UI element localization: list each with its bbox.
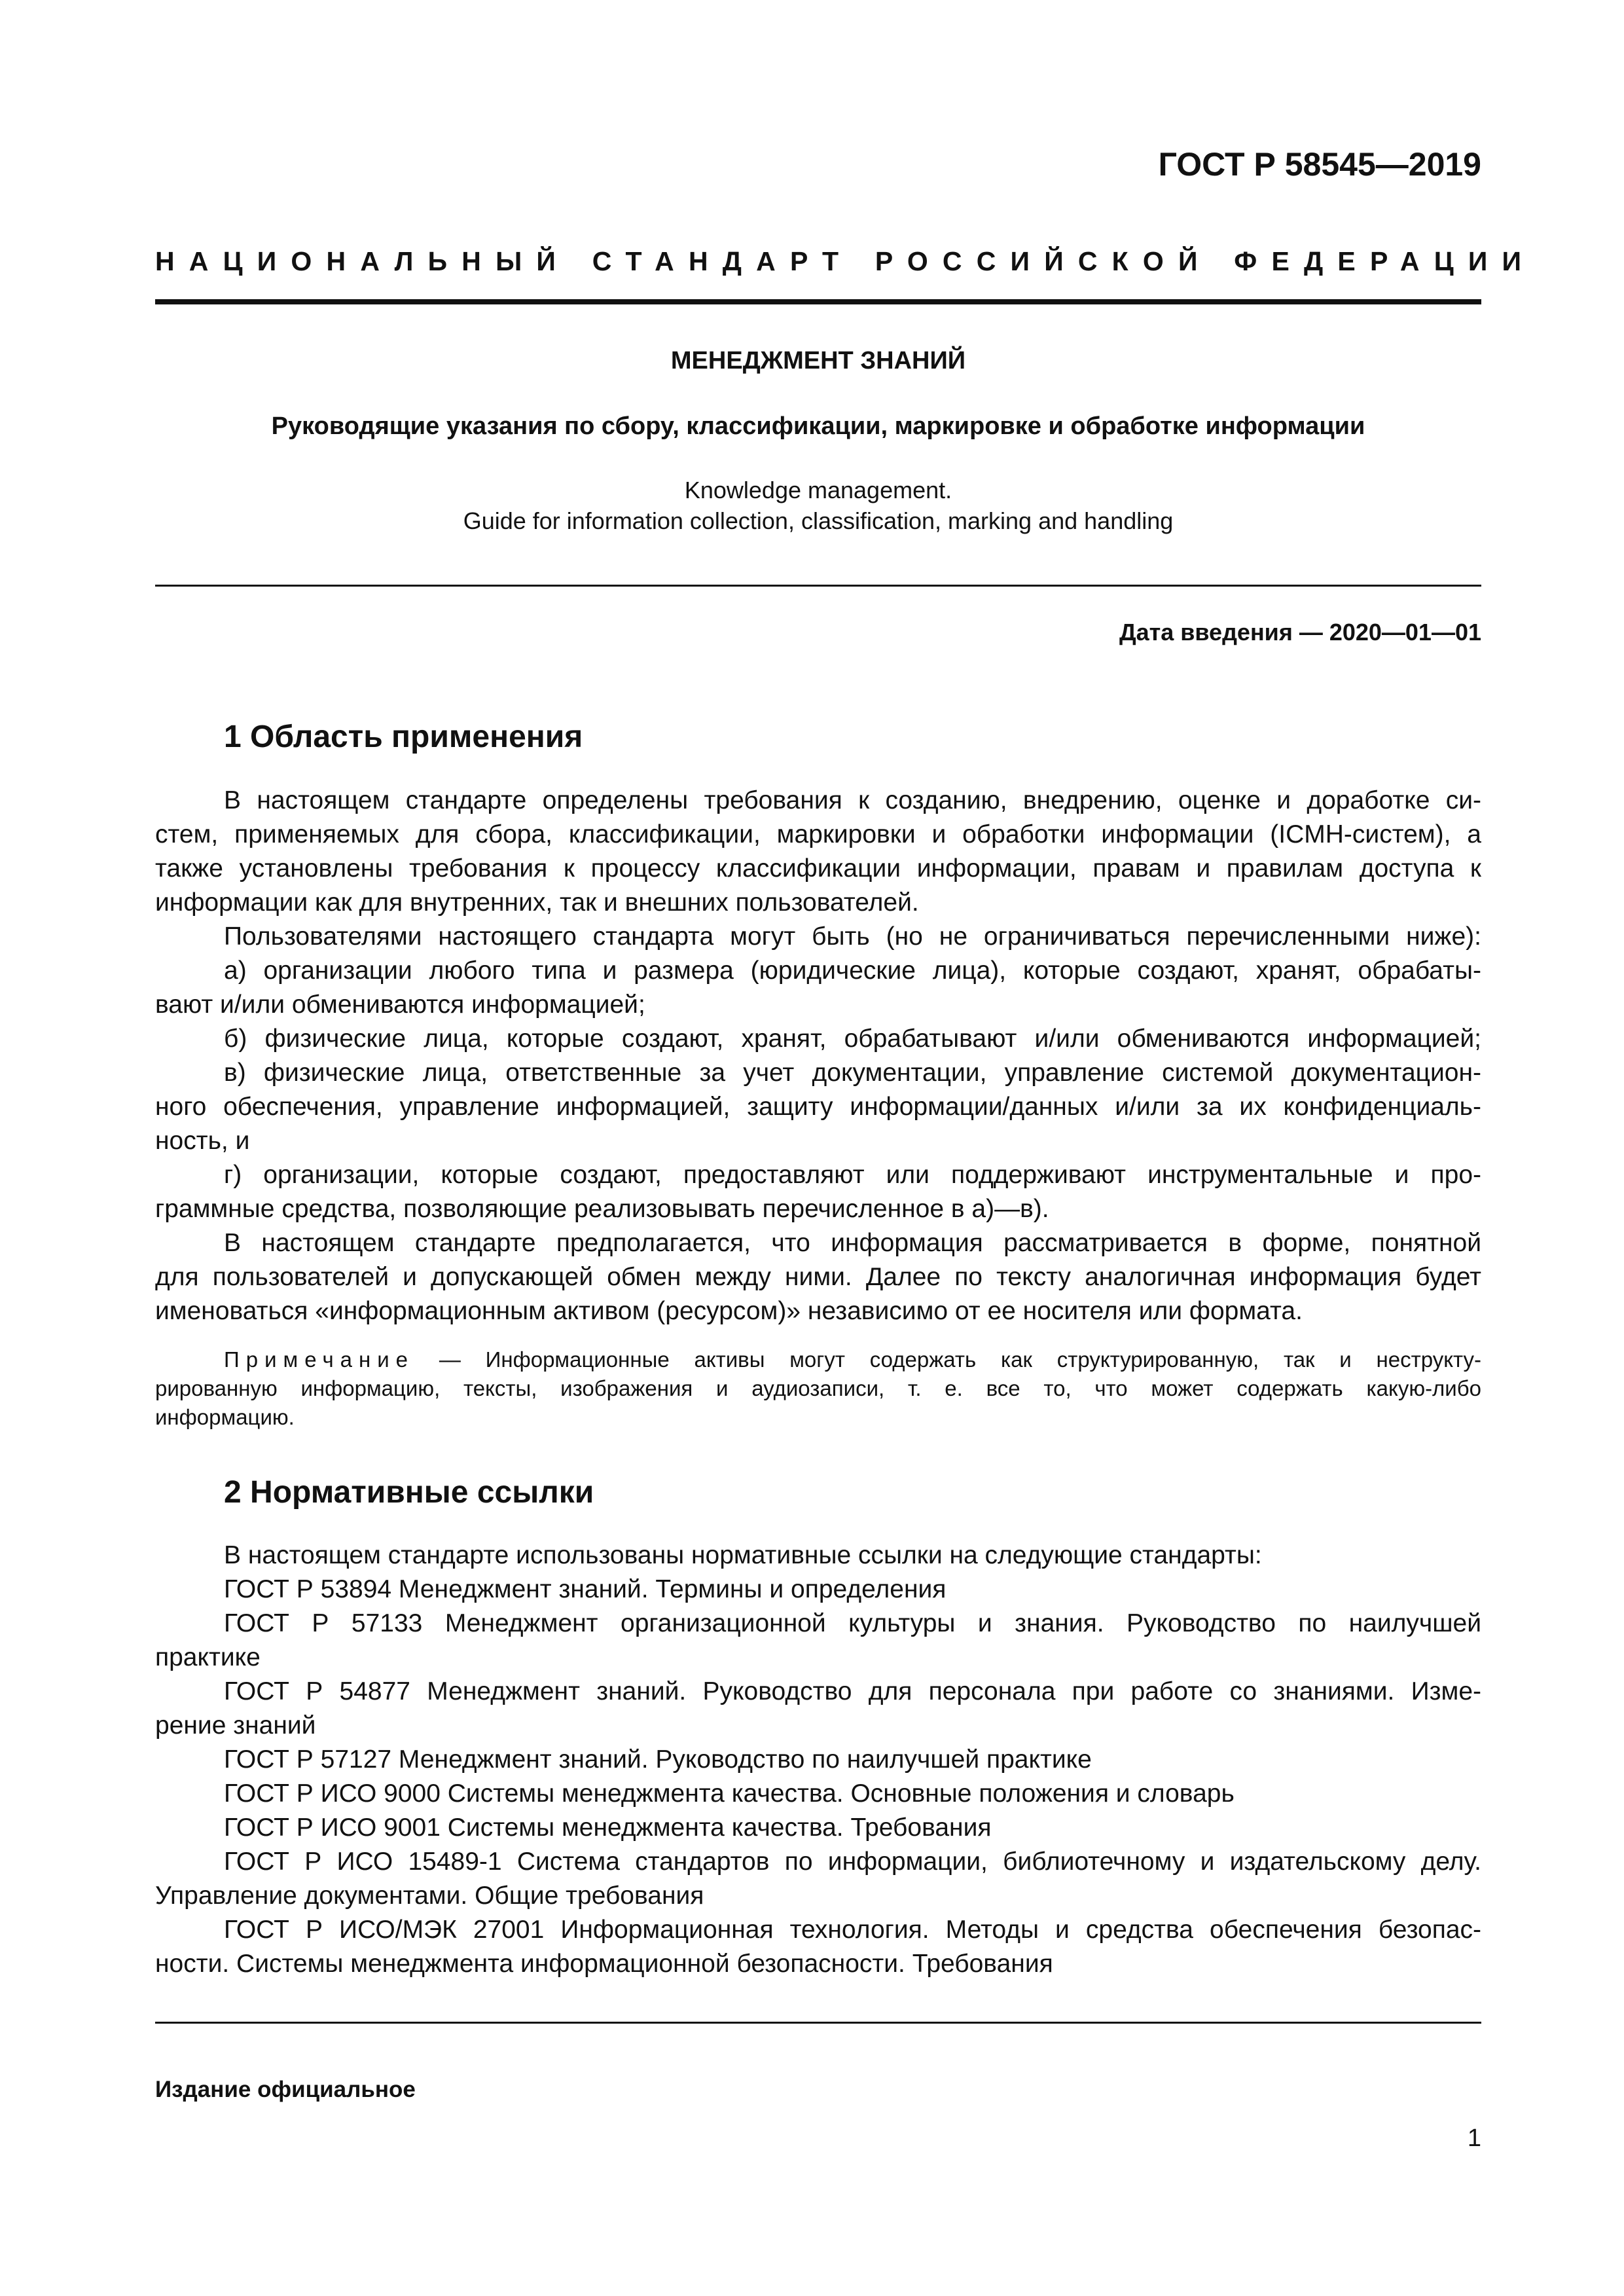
footer-rule: [155, 2022, 1481, 2024]
english-title-line-1: Knowledge management.: [684, 477, 952, 503]
section-2-heading: 2 Нормативные ссылки: [224, 1475, 594, 1510]
section-1-text-line: В настоящем стандарте предполагается, что информация рассматривается в форме, понятной: [224, 1229, 1481, 1257]
normative-reference: ГОСТ Р ИСО 9001 Системы менеджмента качества. Требования: [224, 1813, 992, 1842]
introduction-date: Дата введения — 2020—01—01: [1119, 619, 1481, 646]
section-1-list-item: а) организации любого типа и размера (юридические лица), которые создают, хранят, обрабаты-: [224, 957, 1481, 985]
note-line-3: информацию.: [155, 1405, 295, 1429]
section-1-text-line: именоваться «информационным активом (ресурсом)» независимо от ее носителя или формата.: [155, 1297, 1303, 1325]
normative-reference-cont: рение знаний: [155, 1711, 316, 1740]
normative-reference: ГОСТ Р ИСО/МЭК 27001 Информационная технология. Методы и средства обеспечения безопас-: [224, 1916, 1481, 1944]
section-1-text-line: В настоящем стандарте определены требования к созданию, внедрению, оценке и доработке си-: [224, 786, 1481, 814]
title-rule: [155, 585, 1481, 587]
normative-reference: ГОСТ Р ИСО 9000 Системы менеджмента качества. Основные положения и словарь: [224, 1779, 1235, 1808]
section-1-text-line: информации как для внутренних, так и внешних пользователей.: [155, 888, 919, 917]
normative-reference: ГОСТ Р 57127 Менеджмент знаний. Руководство по наилучшей практике: [224, 1745, 1092, 1774]
section-1-heading: 1 Область применения: [224, 720, 583, 754]
section-1-text-line: также установлены требования к процессу классификации информации, правам и правилам доступа к: [155, 854, 1481, 883]
official-edition-label: Издание официальное: [155, 2077, 416, 2102]
note-label: Примечание: [224, 1347, 415, 1372]
document-subtitle: Руководящие указания по сбору, классификации, маркировке и обработке информации: [271, 412, 1365, 440]
note-text: — Информационные активы могут содержать как структурированную, так и неструкту-: [414, 1347, 1481, 1372]
english-title-line-2: Guide for information collection, classification, marking and handling: [463, 507, 1174, 534]
section-1-text-line: граммные средства, позволяющие реализовывать перечисленное в а)—в).: [155, 1195, 1049, 1223]
normative-reference: ГОСТ Р 53894 Менеджмент знаний. Термины и определения: [224, 1575, 947, 1603]
section-1-text-line: ность, и: [155, 1127, 250, 1155]
standard-number: ГОСТ Р 58545—2019: [1158, 146, 1481, 183]
normative-reference-cont: Управление документами. Общие требования: [155, 1882, 704, 1910]
header-rule: [155, 299, 1481, 304]
normative-reference: ГОСТ Р 57133 Менеджмент организационной культуры и знания. Руководство по наилучшей: [224, 1609, 1481, 1637]
page-number: 1: [1467, 2124, 1481, 2152]
note-line-2: рированную информацию, тексты, изображения и аудиозаписи, т. е. все то, что может содержать какую-либо: [155, 1376, 1481, 1400]
national-standard-banner: НАЦИОНАЛЬНЫЙ СТАНДАРТ РОССИЙСКОЙ ФЕДЕРАЦИИ: [155, 246, 1536, 276]
normative-reference: ГОСТ Р ИСО 15489-1 Система стандартов по информации, библиотечному и издательскому делу.: [224, 1848, 1481, 1876]
document-title: МЕНЕДЖМЕНТ ЗНАНИЙ: [670, 347, 966, 374]
section-1-text-line: стем, применяемых для сбора, классификации, маркировки и обработки информации (ICMH-систем), а: [155, 820, 1481, 848]
normative-reference: ГОСТ Р 54877 Менеджмент знаний. Руководство для персонала при работе со знаниями. Изме-: [224, 1677, 1481, 1705]
section-1-list-item: б) физические лица, которые создают, хранят, обрабатывают и/или обмениваются информацией;: [224, 1025, 1481, 1053]
section-1-list-item: в) физические лица, ответственные за учет документации, управление системой документацион-: [224, 1059, 1481, 1087]
section-1-text-line: вают и/или обмениваются информацией;: [155, 991, 645, 1019]
note-line-1: [155, 1345, 1481, 1374]
section-1-list-item: г) организации, которые создают, предоставляют или поддерживают инструментальные и про-: [224, 1161, 1481, 1189]
section-2-text-line: В настоящем стандарте использованы нормативные ссылки на следующие стандарты:: [224, 1541, 1262, 1569]
section-1-text-line: Пользователями настоящего стандарта могут быть (но не ограничиваться перечисленными ниже):: [224, 922, 1481, 951]
section-1-text-line: ного обеспечения, управление информацией, защиту информации/данных и/или за их конфиденциаль-: [155, 1093, 1481, 1121]
normative-reference-cont: ности. Системы менеджмента информационной безопасности. Требования: [155, 1950, 1053, 1978]
normative-reference-cont: практике: [155, 1643, 261, 1671]
section-1-text-line: для пользователей и допускающей обмен между ними. Далее по тексту аналогичная информация будет: [155, 1263, 1481, 1291]
